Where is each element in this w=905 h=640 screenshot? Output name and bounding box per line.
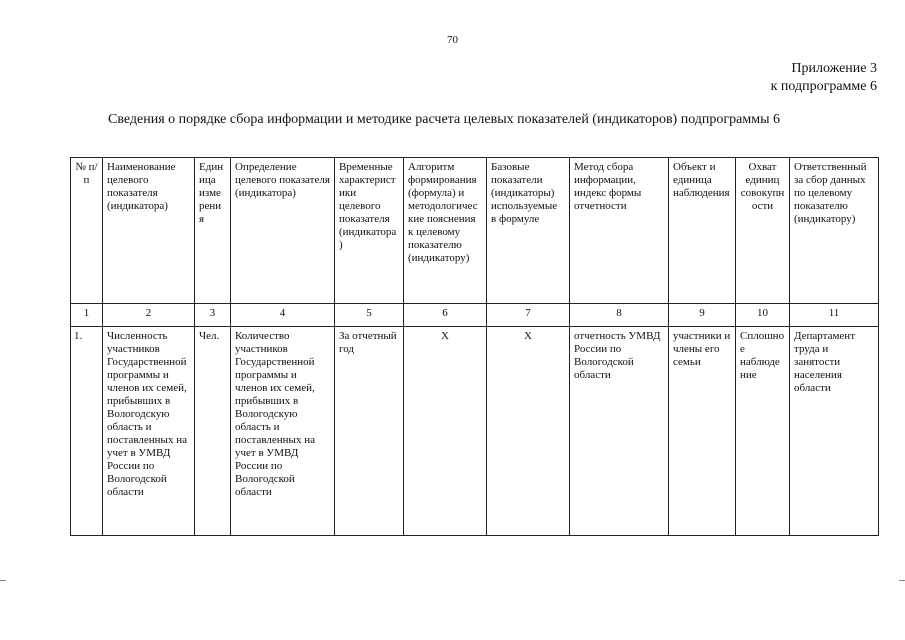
column-number-row bbox=[71, 304, 879, 327]
header-cell: Базовые показатели (индикаторы) используемые в формуле bbox=[487, 158, 570, 304]
scan-edge-mark-left bbox=[0, 580, 6, 581]
header-cell: Метод сбора информации, индекс формы отчетности bbox=[570, 158, 669, 304]
column-number: 10 bbox=[736, 304, 790, 327]
indicator-coverage: Сплошное наблюдение bbox=[736, 327, 790, 536]
column-number: 7 bbox=[487, 304, 570, 327]
indicator-algorithm: X bbox=[404, 327, 487, 536]
indicator-responsible: Департамент труда и занятости населения области bbox=[790, 327, 879, 536]
column-number: 2 bbox=[103, 304, 195, 327]
column-number: 6 bbox=[404, 304, 487, 327]
header-cell: Ответственный за сбор данных по целевому показателю (индикатору) bbox=[790, 158, 879, 304]
page-number: 70 bbox=[447, 34, 458, 46]
column-number: 4 bbox=[231, 304, 335, 327]
indicator-time: За отчетный год bbox=[335, 327, 404, 536]
header-cell: Алгоритм формирования (формула) и методологические пояснения к целевому показателю (индикатору) bbox=[404, 158, 487, 304]
table-row bbox=[71, 327, 879, 536]
appendix-line-2: к подпрограмме 6 bbox=[770, 79, 877, 94]
header-cell: Наименование целевого показателя (индикатора) bbox=[103, 158, 195, 304]
indicator-method: отчетность УМВД России по Вологодской области bbox=[570, 327, 669, 536]
appendix-label bbox=[771, 60, 877, 96]
column-number: 9 bbox=[669, 304, 736, 327]
indicator-name: Численность участников Государственной программы и членов их семей, прибывших в Вологодскую область и поставленных на учет в УМВД России по Вологодской области bbox=[103, 327, 195, 536]
column-number: 3 bbox=[195, 304, 231, 327]
indicator-base: X bbox=[487, 327, 570, 536]
scan-edge-mark-right bbox=[899, 580, 905, 581]
indicator-unit: Чел. bbox=[195, 327, 231, 536]
column-number: 1 bbox=[71, 304, 103, 327]
row-number: 1. bbox=[71, 327, 103, 536]
header-cell: Определение целевого показателя (индикатора) bbox=[231, 158, 335, 304]
column-number: 8 bbox=[570, 304, 669, 327]
header-cell: Временные характеристики целевого показателя (индикатора) bbox=[335, 158, 404, 304]
appendix-line-1: Приложение 3 bbox=[791, 61, 877, 76]
header-cell: Единица измерения bbox=[195, 158, 231, 304]
header-cell: Охват единиц совокупности bbox=[736, 158, 790, 304]
column-number: 11 bbox=[790, 304, 879, 327]
indicators-table bbox=[70, 157, 879, 536]
indicator-definition: Количество участников Государственной программы и членов их семей, прибывших в Вологодскую область и поставленных на учет в УМВД России по Вологодской области bbox=[231, 327, 335, 536]
column-number: 5 bbox=[335, 304, 404, 327]
header-cell: № п/п bbox=[71, 158, 103, 304]
header-row bbox=[71, 158, 879, 304]
indicator-object: участники и члены его семьи bbox=[669, 327, 736, 536]
header-cell: Объект и единица наблюдения bbox=[669, 158, 736, 304]
document-title: Сведения о порядке сбора информации и методике расчета целевых показателей (индикаторов) подпрограммы 6 bbox=[108, 112, 780, 127]
